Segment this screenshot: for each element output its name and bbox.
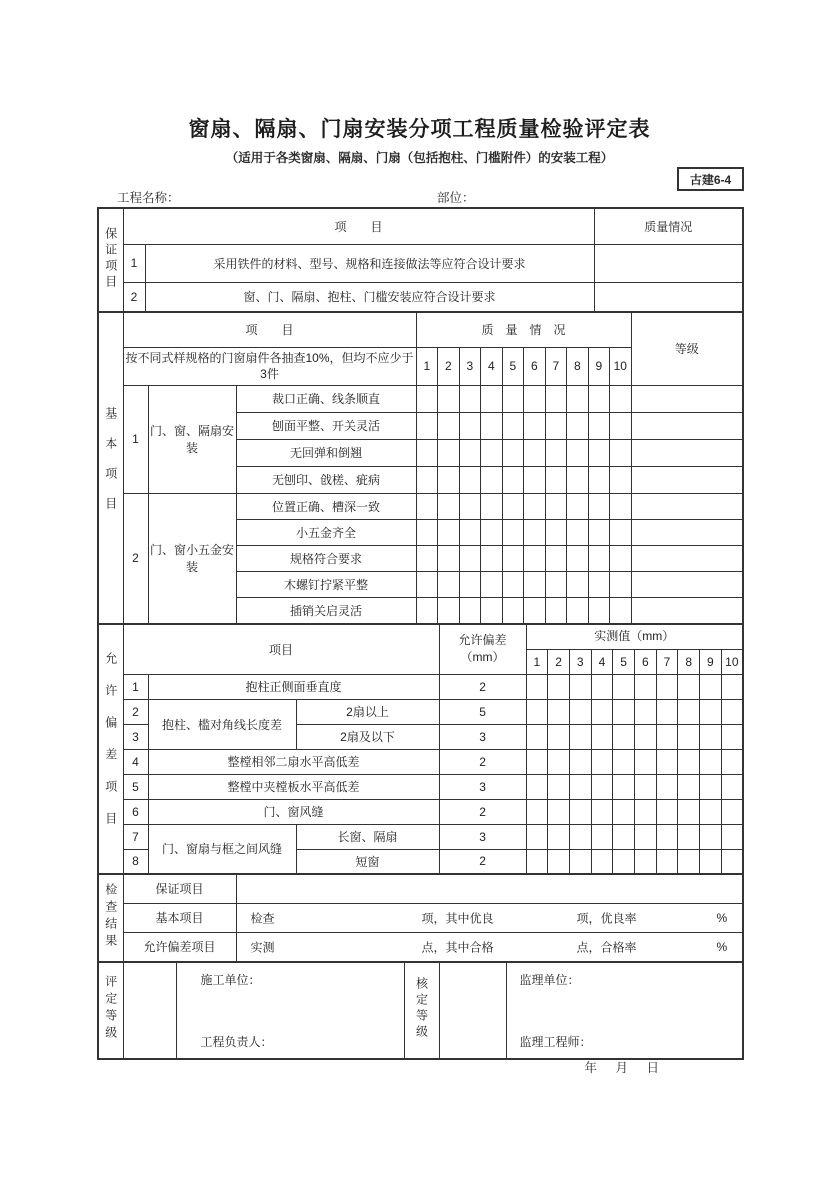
check-cell xyxy=(545,571,567,597)
measured-cell xyxy=(678,749,700,774)
measured-cell xyxy=(700,724,722,749)
check-cell xyxy=(588,545,610,571)
grade-cell xyxy=(631,385,743,412)
measured-cell xyxy=(569,799,591,824)
check-cell xyxy=(524,439,546,466)
measure-col-header: 6 xyxy=(634,649,656,674)
section-label-result: 检查结果 xyxy=(98,874,123,962)
measured-cell xyxy=(548,699,570,724)
group-number: 1 xyxy=(123,385,148,493)
check-cell xyxy=(524,493,546,519)
check-cell xyxy=(524,412,546,439)
project-name-label: 工程名称： xyxy=(117,191,180,205)
check-cell xyxy=(545,597,567,624)
check-cell xyxy=(481,545,503,571)
measured-cell xyxy=(656,724,678,749)
result-content-deviation xyxy=(236,932,743,962)
check-cell xyxy=(610,493,632,519)
quality-cell xyxy=(594,282,743,312)
measured-cell xyxy=(700,824,722,849)
section-label-deviation: 允许偏差项目 xyxy=(98,624,123,874)
check-cell xyxy=(588,571,610,597)
deviation-item: 抱柱正侧面垂直度 xyxy=(148,674,439,699)
basic-item-text: 木螺钉拧紧平整 xyxy=(236,571,416,597)
measured-cell xyxy=(548,749,570,774)
check-cell xyxy=(481,597,503,624)
check-cell xyxy=(545,412,567,439)
row-number: 4 xyxy=(123,749,148,774)
measured-cell xyxy=(613,724,635,749)
grade-cell xyxy=(631,493,743,519)
deviation-header-measured: 实测值（mm） xyxy=(526,624,743,649)
row-number: 6 xyxy=(123,799,148,824)
check-cell xyxy=(416,412,438,439)
form-title: 窗扇、隔扇、门扇安装分项工程质量检验评定表 xyxy=(188,118,651,141)
check-cell xyxy=(438,439,460,466)
check-cell xyxy=(588,439,610,466)
measured-cell xyxy=(591,799,613,824)
measured-cell xyxy=(526,799,548,824)
measured-cell xyxy=(700,749,722,774)
deviation-header-allow xyxy=(439,624,526,674)
check-cell xyxy=(610,439,632,466)
measured-cell xyxy=(634,774,656,799)
check-cell xyxy=(567,571,589,597)
check-cell xyxy=(588,385,610,412)
group-category: 门、窗、隔扇安装 xyxy=(148,385,236,493)
measured-cell xyxy=(591,824,613,849)
allow-value: 3 xyxy=(439,824,526,849)
result-part: 点，合格率 xyxy=(576,940,637,955)
allow-value: 2 xyxy=(439,749,526,774)
basic-header-item: 项 目 xyxy=(123,312,416,347)
check-cell xyxy=(481,571,503,597)
deviation-item: 门、窗扇与框之间风缝 xyxy=(148,824,296,874)
check-cell xyxy=(610,466,632,493)
result-percent: % xyxy=(716,910,728,925)
result-prefix: 检查 xyxy=(250,911,275,925)
measured-cell xyxy=(678,724,700,749)
check-cell xyxy=(459,412,481,439)
allow-value: 3 xyxy=(439,724,526,749)
measured-cell xyxy=(569,774,591,799)
result-content-guarantee xyxy=(236,874,743,903)
measured-cell xyxy=(721,699,743,724)
check-cell xyxy=(524,519,546,545)
check-cell xyxy=(481,493,503,519)
allow-value: 2 xyxy=(439,849,526,874)
check-col-header: 7 xyxy=(545,347,567,385)
check-col-header: 9 xyxy=(588,347,610,385)
measured-cell xyxy=(591,724,613,749)
check-cell xyxy=(459,385,481,412)
check-cell xyxy=(610,597,632,624)
check-cell xyxy=(567,466,589,493)
check-col-header: 8 xyxy=(567,347,589,385)
check-cell xyxy=(459,545,481,571)
measure-col-header: 3 xyxy=(569,649,591,674)
check-cell xyxy=(610,571,632,597)
check-cell xyxy=(502,493,524,519)
check-cell xyxy=(567,412,589,439)
basic-table xyxy=(97,311,744,625)
measured-cell xyxy=(700,774,722,799)
check-cell xyxy=(416,466,438,493)
measure-col-header: 9 xyxy=(700,649,722,674)
measured-cell xyxy=(721,799,743,824)
check-cell xyxy=(502,519,524,545)
measured-cell xyxy=(548,724,570,749)
project-manager-label: 工程负责人： xyxy=(200,1035,273,1049)
measured-cell xyxy=(526,674,548,699)
row-number: 2 xyxy=(123,699,148,724)
deviation-item: 门、窗风缝 xyxy=(148,799,439,824)
basic-item-text: 无刨印、戗槎、疵病 xyxy=(236,466,416,493)
basic-item-text: 无回弹和倒翘 xyxy=(236,439,416,466)
measured-cell xyxy=(613,699,635,724)
measured-cell xyxy=(548,774,570,799)
deviation-item: 抱柱、槛对角线长度差 xyxy=(148,699,296,749)
guarantee-header-quality: 质量情况 xyxy=(594,208,743,244)
form-subtitle: （适用于各类窗扇、隔扇、门扇（包括抱柱、门槛附件）的安装工程） xyxy=(225,151,614,165)
verify-grade-value-cell xyxy=(439,962,506,1059)
check-cell xyxy=(481,519,503,545)
allow-value: 3 xyxy=(439,774,526,799)
measured-cell xyxy=(526,749,548,774)
measured-cell xyxy=(591,699,613,724)
deviation-subitem: 长窗、隔扇 xyxy=(296,824,439,849)
measured-cell xyxy=(656,824,678,849)
check-cell xyxy=(588,519,610,545)
check-cell xyxy=(416,385,438,412)
check-cell xyxy=(481,466,503,493)
supervisor-label: 监理单位： xyxy=(519,973,580,987)
measured-cell xyxy=(700,849,722,874)
measured-cell xyxy=(548,674,570,699)
measure-col-header: 8 xyxy=(678,649,700,674)
check-cell xyxy=(502,571,524,597)
form-code-badge: 古建6-4 xyxy=(677,167,744,191)
check-cell xyxy=(567,545,589,571)
result-percent: % xyxy=(716,939,728,954)
check-cell xyxy=(502,385,524,412)
check-cell xyxy=(567,519,589,545)
basic-item-text: 裁口正确、线条顺直 xyxy=(236,385,416,412)
section-label-basic: 基本项目 xyxy=(98,312,123,624)
row-number: 7 xyxy=(123,824,148,849)
check-cell xyxy=(545,385,567,412)
check-cell xyxy=(545,493,567,519)
check-cell xyxy=(416,519,438,545)
measured-cell xyxy=(721,674,743,699)
row-number: 2 xyxy=(123,282,145,312)
check-cell xyxy=(502,466,524,493)
measured-cell xyxy=(634,674,656,699)
basic-item-text: 位置正确、槽深一致 xyxy=(236,493,416,519)
check-cell xyxy=(481,412,503,439)
result-table xyxy=(97,873,744,963)
section-label-grade: 评定等级 xyxy=(98,962,123,1059)
basic-header-quality: 质 量 情 况 xyxy=(416,312,631,347)
measured-cell xyxy=(526,774,548,799)
contractor-label: 施工单位： xyxy=(200,973,261,987)
measured-cell xyxy=(548,849,570,874)
group-category: 门、窗小五金安装 xyxy=(148,493,236,624)
row-number: 1 xyxy=(123,244,145,282)
measured-cell xyxy=(678,774,700,799)
row-number: 1 xyxy=(123,674,148,699)
measure-col-header: 5 xyxy=(613,649,635,674)
check-cell xyxy=(524,597,546,624)
check-cell xyxy=(524,545,546,571)
measure-col-header: 1 xyxy=(526,649,548,674)
check-cell xyxy=(524,571,546,597)
measured-cell xyxy=(613,774,635,799)
check-cell xyxy=(459,439,481,466)
allow-unit: （mm） xyxy=(460,650,505,665)
check-cell xyxy=(567,439,589,466)
check-cell xyxy=(416,597,438,624)
grade-value-cell xyxy=(123,962,176,1059)
check-cell xyxy=(438,519,460,545)
result-part: 项，优良率 xyxy=(576,911,637,925)
allow-value: 5 xyxy=(439,699,526,724)
result-row-label: 允许偏差项目 xyxy=(123,932,236,962)
check-cell xyxy=(502,412,524,439)
check-cell xyxy=(481,385,503,412)
deviation-subitem: 2扇以上 xyxy=(296,699,439,724)
measured-cell xyxy=(569,724,591,749)
measured-cell xyxy=(721,724,743,749)
measured-cell xyxy=(569,749,591,774)
check-col-header: 6 xyxy=(524,347,546,385)
date-line: 年 月 日 xyxy=(584,1061,662,1075)
check-cell xyxy=(438,493,460,519)
guarantee-table xyxy=(97,207,744,313)
grade-cell xyxy=(631,439,743,466)
grade-cell xyxy=(631,571,743,597)
measured-cell xyxy=(548,824,570,849)
row-number: 3 xyxy=(123,724,148,749)
supervisor-engineer-label: 监理工程师： xyxy=(519,1035,592,1049)
measured-cell xyxy=(613,749,635,774)
deviation-subitem: 短窗 xyxy=(296,849,439,874)
contractor-sign-cell xyxy=(176,962,404,1059)
measured-cell xyxy=(569,699,591,724)
grade-cell xyxy=(631,519,743,545)
result-part: 点，其中合格 xyxy=(421,940,494,955)
check-cell xyxy=(438,385,460,412)
check-cell xyxy=(588,597,610,624)
check-cell xyxy=(438,466,460,493)
check-cell xyxy=(438,545,460,571)
measure-col-header: 2 xyxy=(548,649,570,674)
check-cell xyxy=(545,466,567,493)
sampling-note: 按不同式样规格的门窗扇件各抽查10%，但均不应少于3件 xyxy=(123,347,416,385)
measured-cell xyxy=(678,849,700,874)
check-cell xyxy=(459,493,481,519)
measured-cell xyxy=(721,849,743,874)
guarantee-item-text: 采用铁件的材料、型号、规格和连接做法等应符合设计要求 xyxy=(145,244,594,282)
check-cell xyxy=(588,412,610,439)
measured-cell xyxy=(548,799,570,824)
measured-cell xyxy=(678,799,700,824)
check-cell xyxy=(567,385,589,412)
check-cell xyxy=(502,439,524,466)
basic-item-text: 小五金齐全 xyxy=(236,519,416,545)
location-label: 部位： xyxy=(437,191,475,205)
basic-item-text: 刨面平整、开关灵活 xyxy=(236,412,416,439)
check-col-header: 4 xyxy=(481,347,503,385)
deviation-table xyxy=(97,623,744,875)
check-cell xyxy=(610,519,632,545)
measured-cell xyxy=(634,699,656,724)
measured-cell xyxy=(721,824,743,849)
guarantee-item-text: 窗、门、隔扇、抱柱、门槛安装应符合设计要求 xyxy=(145,282,594,312)
measured-cell xyxy=(569,849,591,874)
row-number: 5 xyxy=(123,774,148,799)
supervisor-sign-cell xyxy=(506,962,743,1059)
allow-value: 2 xyxy=(439,674,526,699)
measured-cell xyxy=(678,699,700,724)
measured-cell xyxy=(721,774,743,799)
deviation-subitem: 2扇及以下 xyxy=(296,724,439,749)
grade-cell xyxy=(631,412,743,439)
result-part: 项，其中优良 xyxy=(421,911,494,925)
row-number: 8 xyxy=(123,849,148,874)
measured-cell xyxy=(634,824,656,849)
check-cell xyxy=(438,571,460,597)
measured-cell xyxy=(613,824,635,849)
measured-cell xyxy=(613,674,635,699)
measured-cell xyxy=(656,774,678,799)
measured-cell xyxy=(656,699,678,724)
measure-col-header: 7 xyxy=(656,649,678,674)
measured-cell xyxy=(656,849,678,874)
check-cell xyxy=(524,385,546,412)
section-label-guarantee: 保证项目 xyxy=(98,208,123,312)
measure-col-header: 4 xyxy=(591,649,613,674)
deviation-item: 整樘相邻二扇水平高低差 xyxy=(148,749,439,774)
check-cell xyxy=(567,597,589,624)
measured-cell xyxy=(700,674,722,699)
basic-item-text: 插销关启灵活 xyxy=(236,597,416,624)
basic-item-text: 规格符合要求 xyxy=(236,545,416,571)
measured-cell xyxy=(569,824,591,849)
measured-cell xyxy=(613,799,635,824)
allow-value: 2 xyxy=(439,799,526,824)
measured-cell xyxy=(526,849,548,874)
measured-cell xyxy=(700,799,722,824)
allow-label: 允许偏差 xyxy=(458,633,507,648)
check-col-header: 2 xyxy=(438,347,460,385)
measured-cell xyxy=(721,749,743,774)
measured-cell xyxy=(634,749,656,774)
quality-cell xyxy=(594,244,743,282)
measured-cell xyxy=(678,824,700,849)
check-cell xyxy=(567,493,589,519)
basic-header-grade: 等级 xyxy=(631,312,743,385)
check-col-header: 5 xyxy=(502,347,524,385)
result-row-label: 基本项目 xyxy=(123,903,236,932)
measured-cell xyxy=(569,674,591,699)
check-cell xyxy=(588,493,610,519)
group-number: 2 xyxy=(123,493,148,624)
check-cell xyxy=(459,466,481,493)
guarantee-header-item: 项 目 xyxy=(123,208,594,244)
grade-table xyxy=(97,961,744,1060)
measured-cell xyxy=(526,724,548,749)
measured-cell xyxy=(634,799,656,824)
check-cell xyxy=(610,385,632,412)
check-cell xyxy=(545,545,567,571)
check-col-header: 3 xyxy=(459,347,481,385)
measured-cell xyxy=(591,849,613,874)
grade-cell xyxy=(631,597,743,624)
measured-cell xyxy=(591,674,613,699)
deviation-item: 整樘中夹樘板水平高低差 xyxy=(148,774,439,799)
grade-cell xyxy=(631,466,743,493)
measured-cell xyxy=(591,774,613,799)
deviation-header-item: 项目 xyxy=(123,624,439,674)
result-row-label: 保证项目 xyxy=(123,874,236,903)
check-cell xyxy=(545,439,567,466)
measured-cell xyxy=(656,749,678,774)
measure-col-header: 10 xyxy=(721,649,743,674)
measured-cell xyxy=(700,699,722,724)
result-prefix: 实测 xyxy=(250,940,275,955)
measured-cell xyxy=(656,799,678,824)
check-cell xyxy=(524,466,546,493)
form-sheet xyxy=(97,207,742,1060)
check-cell xyxy=(459,597,481,624)
check-cell xyxy=(502,597,524,624)
check-col-header: 10 xyxy=(610,347,632,385)
measured-cell xyxy=(634,849,656,874)
check-cell xyxy=(416,571,438,597)
check-cell xyxy=(416,545,438,571)
check-cell xyxy=(438,412,460,439)
check-cell xyxy=(416,439,438,466)
check-cell xyxy=(588,466,610,493)
measured-cell xyxy=(656,674,678,699)
check-cell xyxy=(416,493,438,519)
check-cell xyxy=(459,519,481,545)
measured-cell xyxy=(526,699,548,724)
measured-cell xyxy=(613,849,635,874)
check-cell xyxy=(438,597,460,624)
check-cell xyxy=(481,439,503,466)
result-content-basic xyxy=(236,903,743,932)
check-col-header: 1 xyxy=(416,347,438,385)
check-cell xyxy=(502,545,524,571)
check-cell xyxy=(610,545,632,571)
measured-cell xyxy=(634,724,656,749)
check-cell xyxy=(545,519,567,545)
check-cell xyxy=(459,571,481,597)
grade-cell xyxy=(631,545,743,571)
measured-cell xyxy=(526,824,548,849)
measured-cell xyxy=(591,749,613,774)
measured-cell xyxy=(678,674,700,699)
section-label-verify-grade: 核定等级 xyxy=(404,962,439,1059)
check-cell xyxy=(610,412,632,439)
